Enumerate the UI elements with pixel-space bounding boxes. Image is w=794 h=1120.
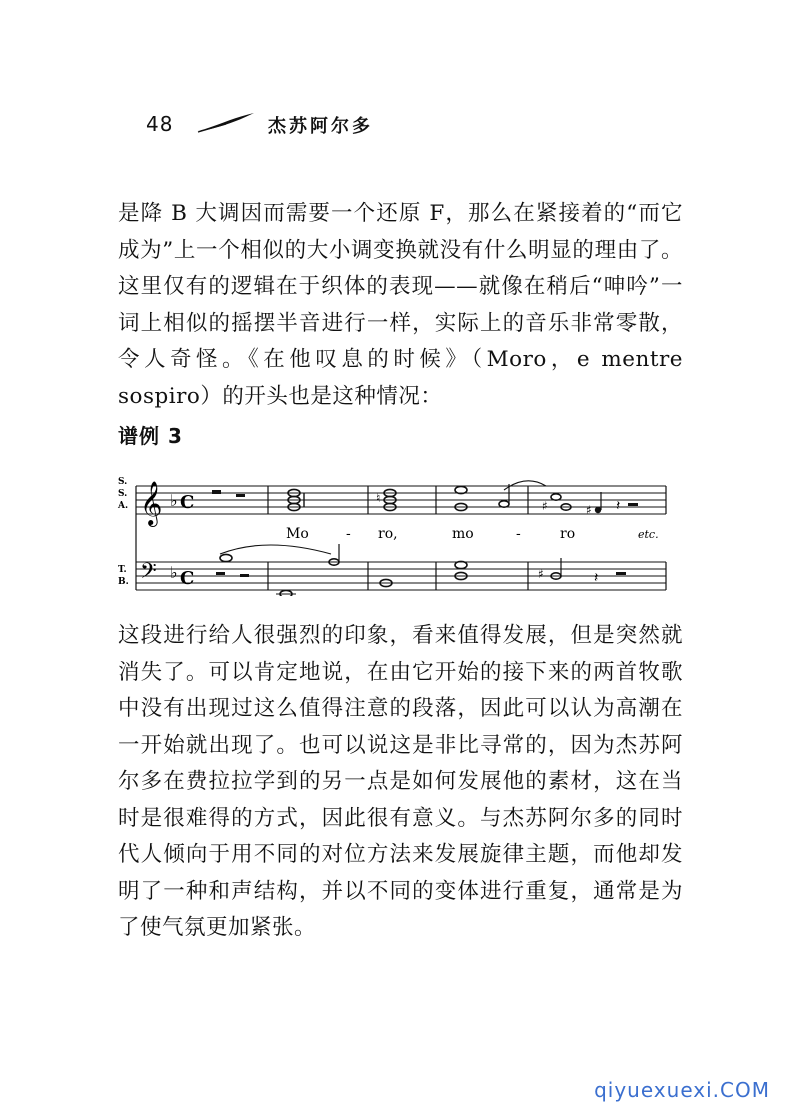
paragraph-analysis: 这段进行给人很强烈的印象，看来值得发展，但是突然就消失了。可以肯定地说，在由它开始的接下来的两首牧歌中没有出现过这么值得注意的段落，因此可以认为高潮在一开始就出现了。也可以说这是非比寻常的，因为杰苏阿尔多在费拉拉学到的另一点是如何发展他的素材，这在当时是很难得的方式，因此很有意义。与杰苏阿尔多的同时代人倾向于用不同的对位方法来发展旋律主题，而他却发明了一种和声结构，并以不同的变体进行重复，通常是为了使气氛更加紧张。	[118, 623, 683, 940]
example-label: 谱例 3	[118, 424, 183, 448]
page-number: 48	[146, 112, 174, 136]
voice-label-s2: S.	[118, 489, 128, 499]
treble-clef-icon: 𝄞	[140, 481, 163, 525]
svg-text:♯: ♯	[542, 499, 548, 513]
voice-label-a: A.	[118, 501, 129, 511]
voice-label-t: T.	[118, 565, 127, 575]
voice-label-s1: S.	[118, 477, 128, 487]
lower-staff	[136, 562, 666, 590]
lyric-4: mo	[452, 526, 474, 542]
paragraph-intro: 是降 B 大调因而需要一个还原 F，那么在紧接着的“而它成为”上一个相似的大小调变换就没有什么明显的理由了。这里仅有的逻辑在于织体的表现——就像在稍后“呻吟”一词上相似的摇摆半音进行一样，实际上的音乐非常零散，令人奇怪。《在他叹息的时候》（Moro，e mentre sospiro）的开头也是这种情况：	[118, 201, 683, 409]
svg-text:𝄽: 𝄽	[616, 498, 621, 514]
quill-icon	[196, 112, 256, 134]
lyric-1: Mo	[286, 526, 309, 542]
book-title: 杰苏阿尔多	[268, 116, 373, 137]
voice-label-b: B.	[118, 577, 129, 587]
flat-sign-lower-icon: ♭	[170, 563, 178, 582]
music-score	[116, 466, 676, 596]
lyric-2: -	[346, 526, 351, 542]
svg-text:♯: ♯	[586, 503, 592, 517]
lyric-etc: etc.	[638, 528, 659, 541]
watermark: qiyuexuexi.COM	[594, 1078, 770, 1102]
lyric-5: -	[516, 526, 521, 542]
svg-text:♮: ♮	[376, 491, 381, 505]
time-sig-lower-icon: C	[180, 568, 195, 589]
svg-text:♯: ♯	[538, 567, 544, 581]
barlines	[136, 486, 666, 590]
flat-sign-upper-icon: ♭	[170, 491, 178, 510]
lyric-6: ro	[560, 526, 576, 542]
lyric-3: ro,	[378, 526, 398, 542]
svg-text:𝄽: 𝄽	[594, 570, 599, 586]
page-header	[140, 112, 540, 142]
bass-clef-icon: 𝄢	[140, 559, 157, 589]
time-sig-upper-icon: C	[180, 492, 195, 513]
